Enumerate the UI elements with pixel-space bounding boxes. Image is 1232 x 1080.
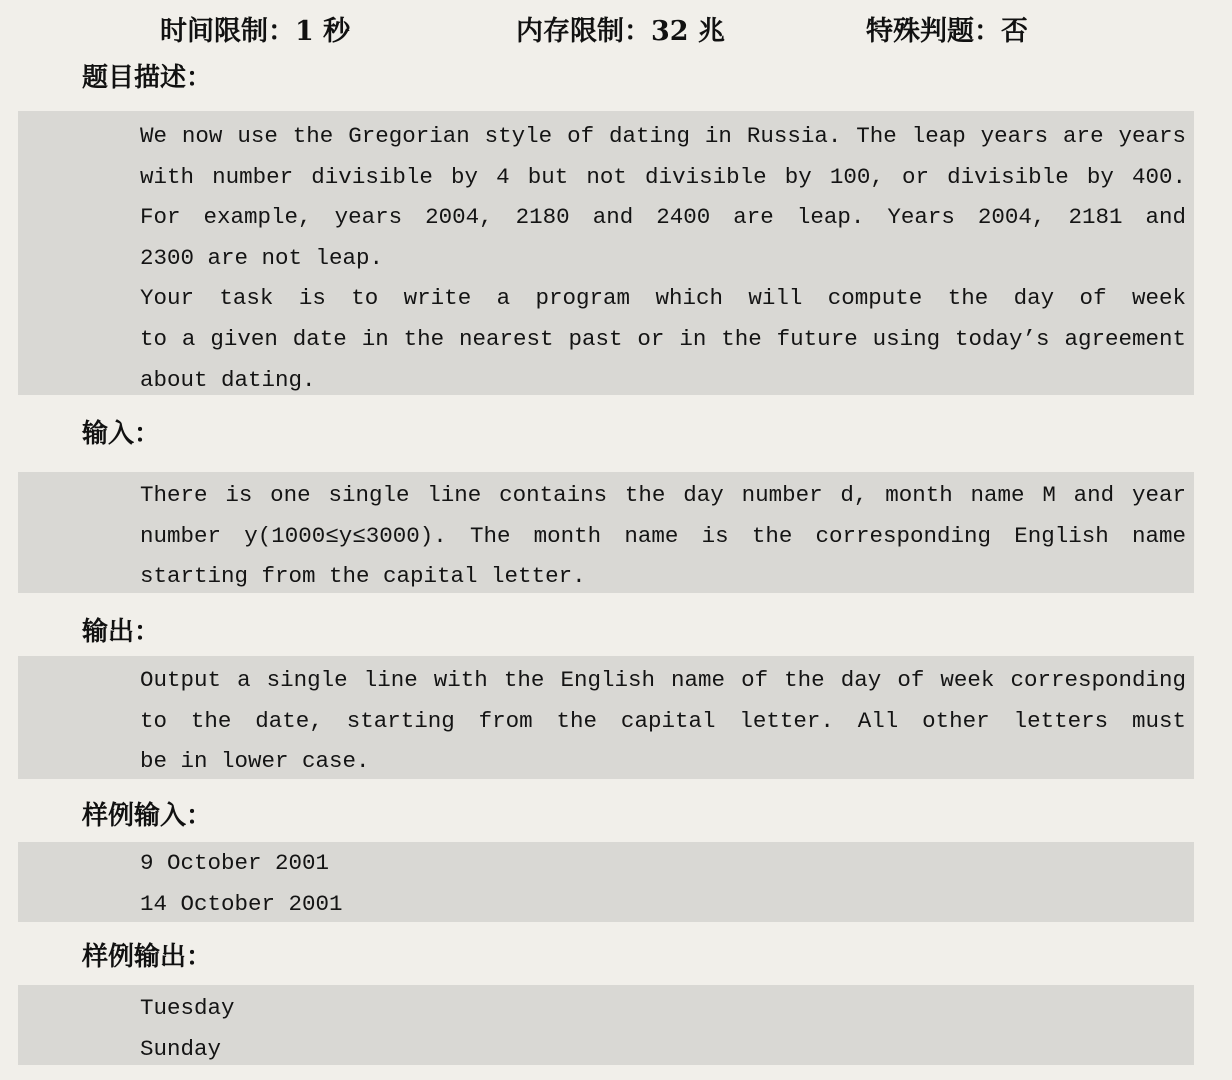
description-line: to a given date in the nearest past or in the future using today’s agreement <box>140 325 1186 352</box>
input-box <box>18 472 1194 593</box>
input-line: starting from the capital letter. <box>140 563 586 590</box>
output-line: to the date, starting from the capital letter. All other letters must <box>140 707 1186 734</box>
output-line: be in lower case. <box>140 748 370 775</box>
output-line: Output a single line with the English name of the day of week corresponding <box>140 667 1186 693</box>
limits-bar <box>0 10 1232 54</box>
input-line: There is one single line contains the day number d, month name M and year <box>140 482 1186 508</box>
description-line: with number divisible by 4 but not divisible by 100, or divisible by 400. <box>140 163 1186 190</box>
sample-input-heading: 样例输入： <box>82 801 213 831</box>
description-line: For example, years 2004, 2180 and 2400 are leap. Years 2004, 2181 and <box>140 204 1186 231</box>
sample-output-line: Sunday <box>140 1035 222 1062</box>
input-heading: 输入： <box>82 419 161 449</box>
description-line: 2300 are not leap. <box>140 244 384 271</box>
sample-output-heading: 样例输出： <box>82 942 213 972</box>
description-line: Your task is to write a program which will compute the day of week <box>140 285 1186 312</box>
sample-input-line: 14 October 2001 <box>140 890 343 917</box>
memory-limit: 内存限制：32 兆 <box>516 16 725 47</box>
sample-output-box <box>18 985 1194 1065</box>
output-box <box>18 656 1194 779</box>
description-line: about dating. <box>140 366 316 393</box>
sample-output-line: Tuesday <box>140 995 235 1021</box>
sample-input-line: 9 October 2001 <box>140 850 330 876</box>
description-box <box>18 111 1194 395</box>
description-heading: 题目描述： <box>82 63 213 93</box>
input-line: number y(1000≤y≤3000). The month name is the corresponding English name <box>140 522 1186 549</box>
description-line: We now use the Gregorian style of dating in Russia. The leap years are years <box>140 123 1186 149</box>
sample-input-box <box>18 842 1194 922</box>
special-judge: 特殊判题：否 <box>866 16 1028 47</box>
time-limit: 时间限制：1 秒 <box>160 16 351 47</box>
output-heading: 输出： <box>82 617 161 647</box>
